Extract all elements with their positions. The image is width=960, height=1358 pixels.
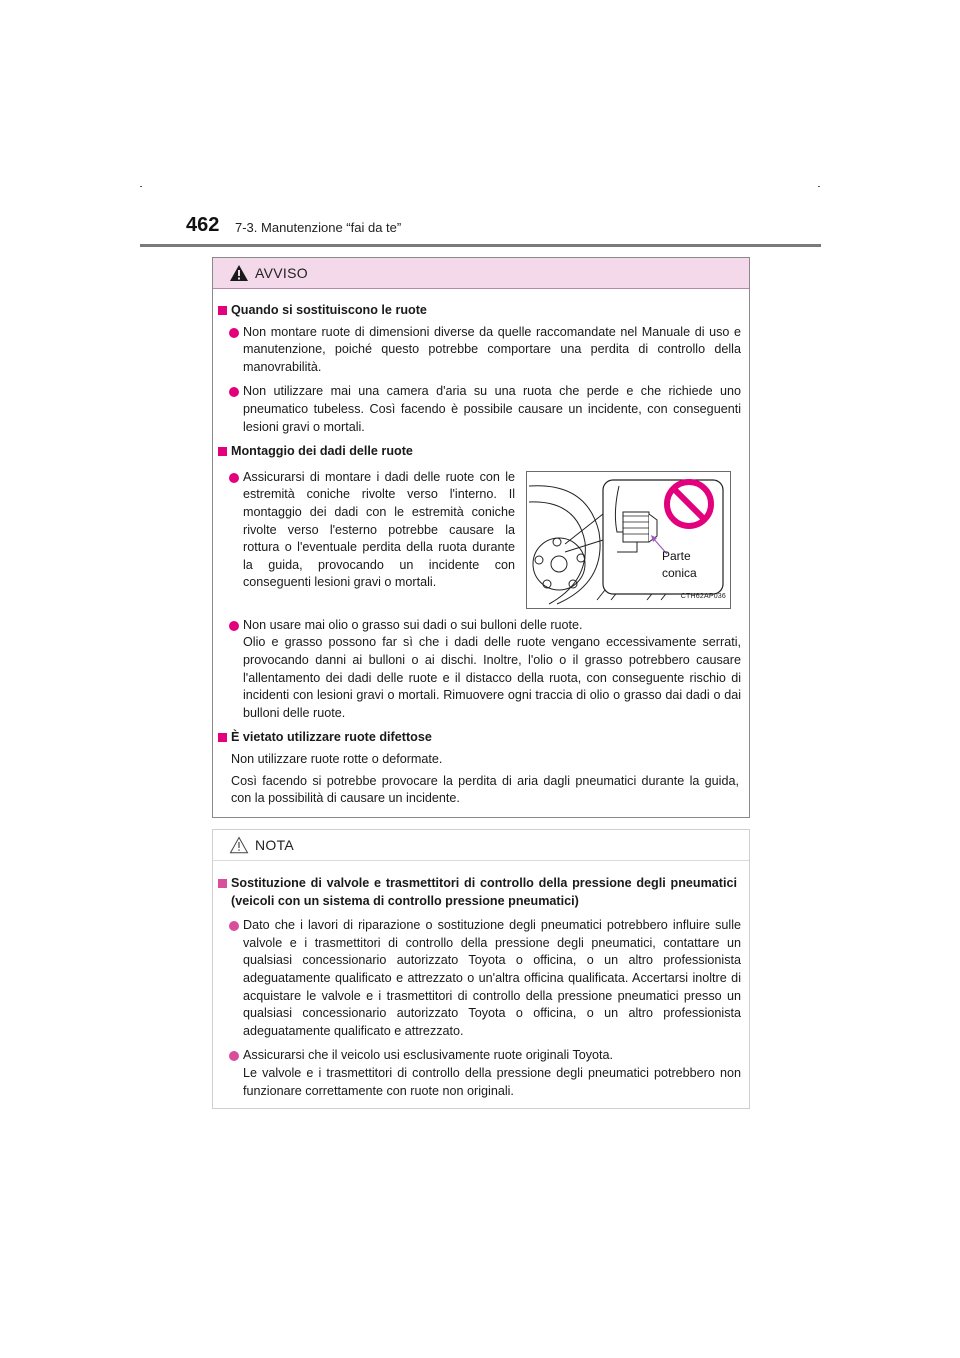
warning-title: AVVISO — [255, 265, 308, 281]
square-bullet-icon — [218, 879, 227, 888]
warning-triangle-icon — [229, 264, 249, 282]
page-number: 462 — [186, 214, 220, 236]
round-bullet-icon — [229, 621, 239, 631]
crop-mark-left — [140, 186, 142, 187]
section-heading: È vietato utilizzare ruote difettose — [213, 729, 737, 747]
note-header — [213, 830, 749, 861]
bullet-item: Non usare mai olio o grasso sui dadi o sui bulloni delle ruote. Olio e grasso possono far sì che i dadi delle ruote vengano eccessivamente serrati, provocando danni ai bulloni o ai dischi. Inoltre, l'olio o il grasso potrebbero causare l'allentamento dei dadi delle ruote e il distacco della ruota, con conseguente rischio di incidenti con lesioni gravi o mortali. Rimuovere ogni traccia di olio o grasso dai dadi o dai bulloni delle ruote. — [213, 617, 741, 723]
warning-box — [212, 257, 750, 818]
bullet-item: Assicurarsi di montare i dadi delle ruote con le estremità coniche rivolte verso l'interno. Il montaggio dei dadi con le estremità coniche rivolte verso l'esterno potrebbe causare la rottura o l'eventuale perdita della ruota durante la guida, provocando un incidente con conseguenti lesioni gravi o mortali. — [213, 469, 515, 602]
note-content — [213, 875, 749, 1107]
round-bullet-icon — [229, 387, 239, 397]
round-bullet-icon — [229, 473, 239, 483]
round-bullet-icon — [229, 921, 239, 931]
note-box — [212, 829, 750, 1109]
paragraph: Non utilizzare ruote rotte o deformate. — [231, 751, 443, 766]
section-heading: Montaggio dei dadi delle ruote — [213, 443, 737, 461]
section-heading: Sostituzione di valvole e trasmettitori di controllo della pressione degli pneumatici (veicoli con un sistema di controllo pressione pneumatici) — [213, 875, 737, 910]
bullet-item: Non montare ruote di dimensioni diverse da quelle raccomandate nel Manuale di uso e manutenzione, poiché questo potrebbe comportare una perdita di controllo della manovrabilità. — [213, 324, 741, 377]
bullet-with-figure — [213, 469, 749, 609]
square-bullet-icon — [218, 306, 227, 315]
square-bullet-icon — [218, 733, 227, 742]
round-bullet-icon — [229, 328, 239, 338]
crop-mark-right — [818, 186, 820, 187]
note-title: NOTA — [255, 837, 295, 853]
bullet-item: Assicurarsi che il veicolo usi esclusivamente ruote originali Toyota. Le valvole e i trasmettitori di controllo della pressione degli pneumatici potrebbero non funzionare correttamente con ruote non originali. — [213, 1047, 741, 1100]
section-title: 7-3. Manutenzione “fai da te” — [235, 220, 402, 235]
figure-code: CTH62AP036 — [680, 593, 726, 601]
bullet-item: Non utilizzare mai una camera d'aria su una ruota che perde e che richiede uno pneumatico tubeless. Così facendo è possibile causare un incidente, con conseguenti lesioni gravi o mortali. — [213, 383, 741, 436]
bullet-item: Dato che i lavori di riparazione o sostituzione degli pneumatici potrebbero influire sulle valvole e i trasmettitori di controllo della pressione degli pneumatici, contattare un qualsiasi concessionario autorizzato Toyota o officina, o un altro professionista adeguatamente qualificato e attrezzato o un'altra officina qualificata. Accertarsi inoltre di acquistare le valvole e i trasmettitori di controllo della pressione pneumatici presso un qualsiasi concessionario autorizzato Toyota o officina, o un altro professionista adeguatamente qualificato e attrezzato. — [213, 917, 741, 1040]
paragraph: Così facendo si potrebbe provocare la perdita di aria dagli pneumatici durante la guida, con la possibilità di causare un incidente. — [231, 773, 739, 806]
round-bullet-icon — [229, 1051, 239, 1061]
header-rule — [140, 244, 821, 247]
warning-content — [213, 302, 749, 812]
wheel-nut-figure — [526, 471, 731, 609]
caution-triangle-icon — [229, 836, 249, 854]
square-bullet-icon — [218, 447, 227, 456]
page-header — [140, 212, 820, 246]
figure-label: Parte conica — [662, 548, 697, 580]
section-heading: Quando si sostituiscono le ruote — [213, 302, 737, 320]
warning-header — [213, 258, 749, 289]
